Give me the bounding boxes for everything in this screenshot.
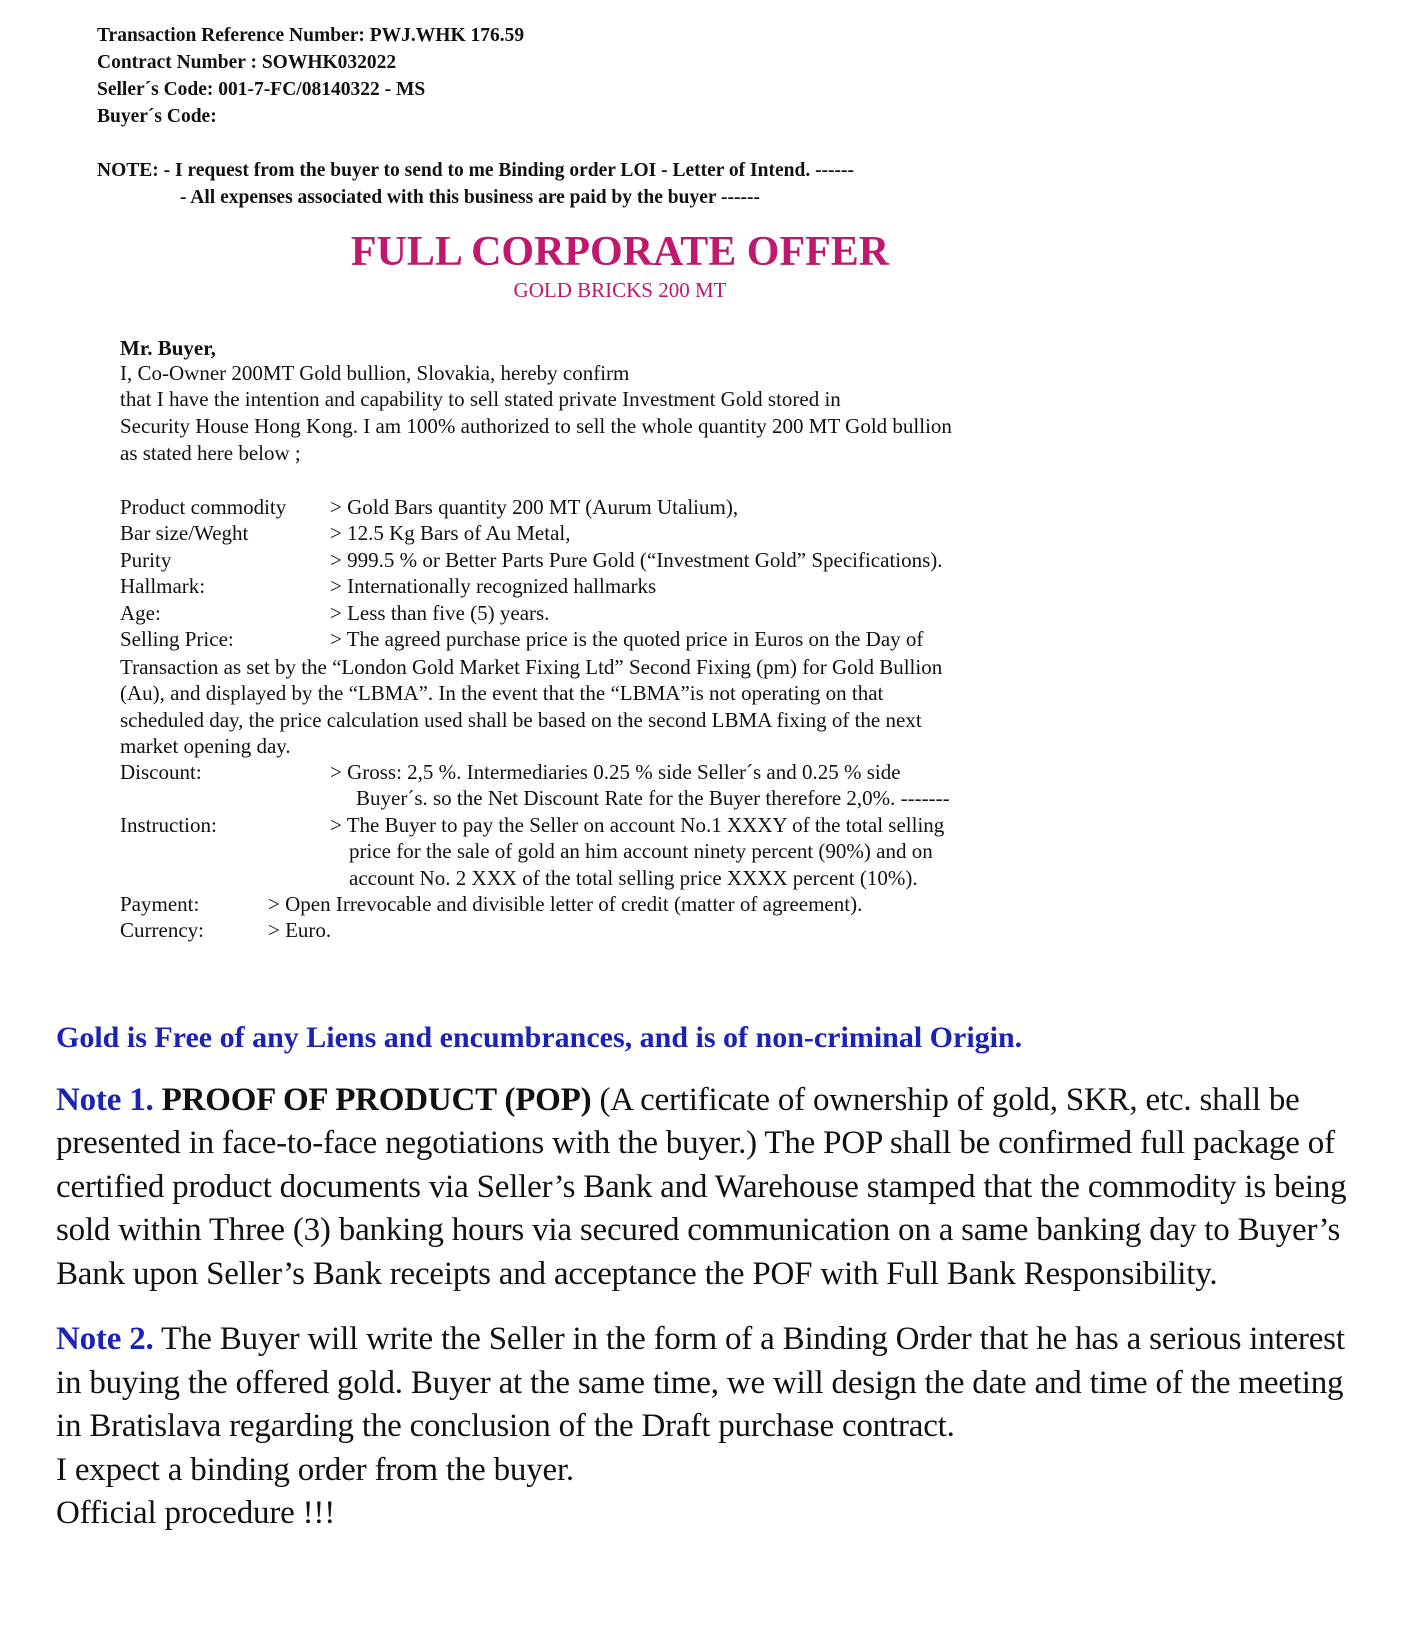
transaction-reference: Transaction Reference Number: PWJ.WHK 176.59 bbox=[97, 25, 525, 46]
spec-value-age: > Less than five (5) years. bbox=[330, 601, 550, 625]
note-2-line: Official procedure !!! bbox=[56, 1495, 336, 1531]
note-2-line: in Bratislava regarding the conclusion of the Draft purchase contract. bbox=[56, 1408, 955, 1444]
note-1-line: Bank upon Seller’s Bank receipts and acceptance the POF with Full Bank Responsibility. bbox=[56, 1256, 1218, 1292]
selling-price-line: Transaction as set by the “London Gold Market Fixing Ltd” Second Fixing (pm) for Gold Bullion bbox=[120, 655, 943, 679]
spec-value-discount-cont: Buyer´s. so the Net Discount Rate for the Buyer therefore 2,0%. ------- bbox=[356, 786, 950, 810]
buyer-code: Buyer´s Code: bbox=[97, 106, 217, 127]
note-1-line: sold within Three (3) banking hours via secured communication on a same banking day to Buyer’s bbox=[56, 1212, 1341, 1248]
spec-label-selling-price: Selling Price: bbox=[120, 627, 234, 651]
seller-code: Seller´s Code: 001-7-FC/08140322 - MS bbox=[97, 79, 426, 100]
spec-label-age: Age: bbox=[120, 601, 161, 625]
note-line-1: NOTE: - I request from the buyer to send to me Binding order LOI - Letter of Intend. ------ bbox=[97, 160, 855, 181]
spec-value-bar-size: > 12.5 Kg Bars of Au Metal, bbox=[330, 521, 571, 545]
spec-value-purity: > 999.5 % or Better Parts Pure Gold (“Investment Gold” Specifications). bbox=[330, 548, 943, 572]
contract-number: Contract Number : SOWHK032022 bbox=[97, 52, 397, 73]
spec-label-product: Product commodity bbox=[120, 495, 287, 519]
note-1-first-line bbox=[56, 1079, 1300, 1123]
salutation: Mr. Buyer, bbox=[120, 336, 216, 360]
note-2-first-line bbox=[56, 1318, 1345, 1362]
spec-label-purity: Purity bbox=[120, 548, 172, 572]
spec-value-discount: > Gross: 2,5 %. Intermediaries 0.25 % side Seller´s and 0.25 % side bbox=[330, 760, 901, 784]
spec-label-payment: Payment: bbox=[120, 892, 200, 916]
spec-value-instruction-cont: account No. 2 XXX of the total selling price XXXX percent (10%). bbox=[349, 866, 918, 890]
spec-label-bar-size: Bar size/Weght bbox=[120, 521, 249, 545]
spec-value-selling-price: > The agreed purchase price is the quoted price in Euros on the Day of bbox=[330, 627, 924, 651]
letter-line: I, Co-Owner 200MT Gold bullion, Slovakia, hereby confirm bbox=[120, 361, 630, 385]
note-1-text: (A certificate of ownership of gold, SKR, etc. shall be bbox=[599, 1082, 1300, 1118]
spec-value-product: > Gold Bars quantity 200 MT (Aurum Utalium), bbox=[330, 495, 739, 519]
offer-title: FULL CORPORATE OFFER bbox=[350, 229, 890, 275]
selling-price-line: scheduled day, the price calculation used shall be based on the second LBMA fixing of the next bbox=[120, 708, 922, 732]
letter-line: as stated here below ; bbox=[120, 441, 301, 465]
spec-value-payment: > Open Irrevocable and divisible letter of credit (matter of agreement). bbox=[268, 892, 863, 916]
note-1-prefix: Note 1. bbox=[56, 1082, 154, 1118]
selling-price-line: market opening day. bbox=[120, 734, 291, 758]
spec-value-hallmark: > Internationally recognized hallmarks bbox=[330, 574, 657, 598]
spec-value-instruction: > The Buyer to pay the Seller on account No.1 XXXY of the total selling bbox=[330, 813, 945, 837]
note-2-line: in buying the offered gold. Buyer at the same time, we will design the date and time of the meeting bbox=[56, 1365, 1344, 1401]
letter-line: Security House Hong Kong. I am 100% authorized to sell the whole quantity 200 MT Gold bullion bbox=[120, 414, 952, 438]
note-2-line: I expect a binding order from the buyer. bbox=[56, 1452, 574, 1488]
letter-line: that I have the intention and capability to sell stated private Investment Gold stored in bbox=[120, 387, 841, 411]
note-1-line: presented in face-to-face negotiations with the buyer.) The POP shall be confirmed full package of bbox=[56, 1125, 1335, 1161]
note-line-2: - All expenses associated with this business are paid by the buyer ------ bbox=[180, 187, 760, 208]
spec-label-hallmark: Hallmark: bbox=[120, 574, 206, 598]
offer-subtitle: GOLD BRICKS 200 MT bbox=[513, 278, 727, 302]
note-1-heading: PROOF OF PRODUCT (POP) bbox=[161, 1082, 592, 1118]
spec-label-currency: Currency: bbox=[120, 918, 204, 942]
spec-value-instruction-cont: price for the sale of gold an him account ninety percent (90%) and on bbox=[349, 839, 933, 863]
selling-price-line: (Au), and displayed by the “LBMA”. In the event that the “LBMA”is not operating on that bbox=[120, 681, 884, 705]
free-of-liens-statement: Gold is Free of any Liens and encumbrances, and is of non-criminal Origin. bbox=[56, 1021, 1023, 1054]
note-1-line: certified product documents via Seller’s Bank and Warehouse stamped that the commodity is being bbox=[56, 1169, 1347, 1205]
spec-label-instruction: Instruction: bbox=[120, 813, 217, 837]
spec-label-discount: Discount: bbox=[120, 760, 202, 784]
note-2-text: The Buyer will write the Seller in the form of a Binding Order that he has a serious interest bbox=[161, 1321, 1345, 1357]
spec-value-currency: > Euro. bbox=[268, 918, 332, 942]
note-2-prefix: Note 2. bbox=[56, 1321, 154, 1357]
